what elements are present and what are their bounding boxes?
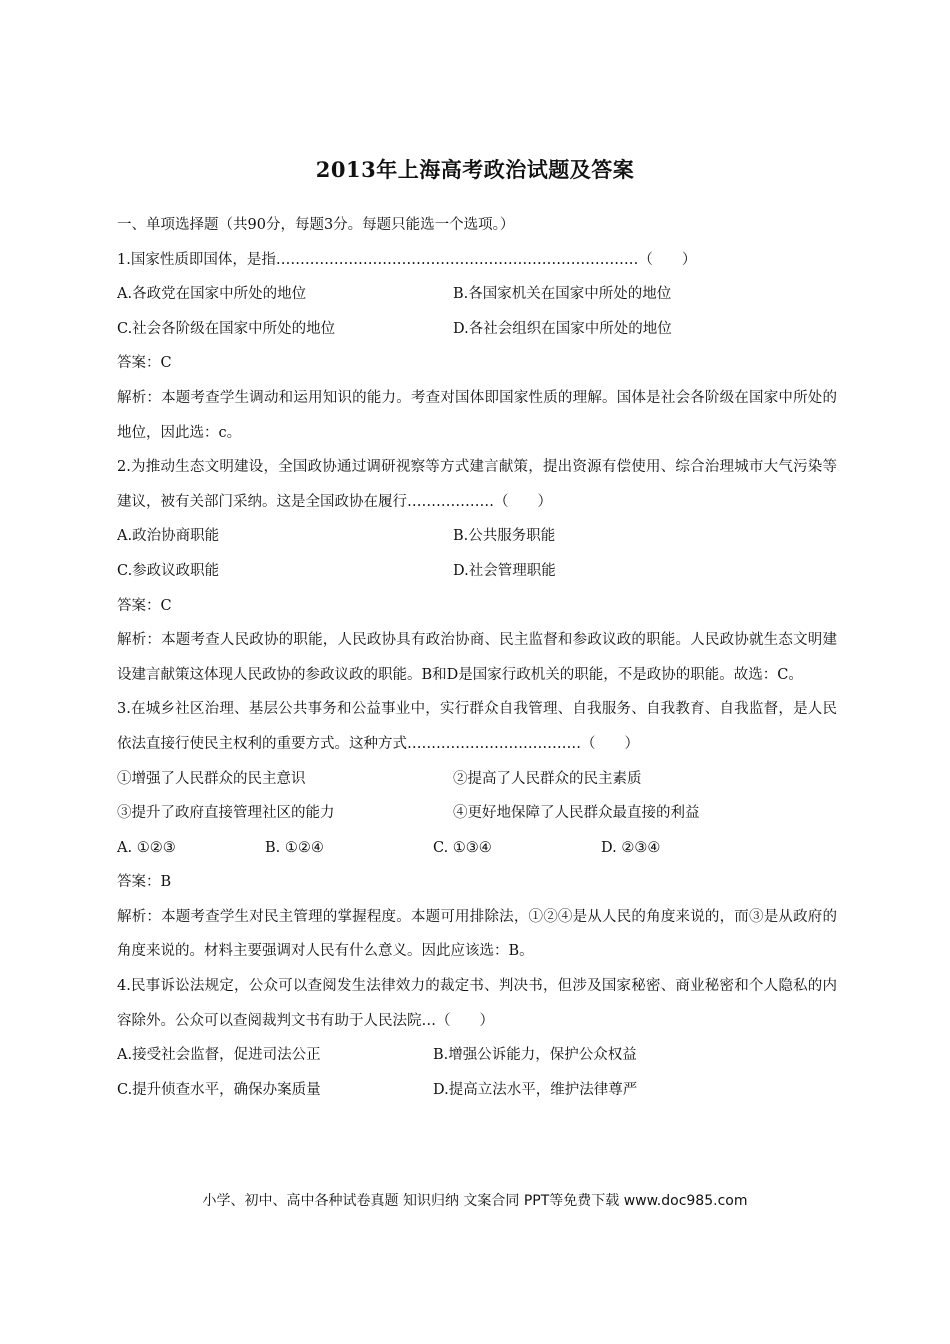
question-3-statement-4: ④更好地保障了人民群众最直接的利益 <box>453 805 700 822</box>
question-1-stem: 1.国家性质即国体，是指…………………………………………………………………（ ） <box>117 251 697 268</box>
question-2-option-a: A.政治协商职能 <box>117 528 220 545</box>
question-3-options-row <box>117 831 837 866</box>
question-2-option-d: D.社会管理职能 <box>453 562 556 579</box>
question-1-option-c: C.社会各阶级在国家中所处的地位 <box>117 320 336 337</box>
question-3-answer: 答案：B <box>117 874 172 891</box>
question-4-stem: 4.民事诉讼法规定，公众可以查阅发生法律效力的裁定书、判决书，但涉及国家秘密、商业秘密和个人隐私的内容除外。公众可以查阅裁判文书有助于人民法院…（ ） <box>117 978 837 1029</box>
document-body <box>117 208 837 1107</box>
question-4-options-row-2 <box>117 1073 837 1108</box>
question-3-statement-3: ③提升了政府直接管理社区的能力 <box>117 805 335 822</box>
question-4-option-a: A.接受社会监督，促进司法公正 <box>117 1047 321 1064</box>
question-1-option-b: B.各国家机关在国家中所处的地位 <box>453 286 672 303</box>
question-1-options-row-2 <box>117 312 837 347</box>
question-2-options-row-1 <box>117 519 837 554</box>
question-2-option-b: B.公共服务职能 <box>453 528 556 545</box>
question-2-stem: 2.为推动生态文明建设，全国政协通过调研视察等方式建言献策，提出资源有偿使用、综合治理城市大气污染等建议，被有关部门采纳。这是全国政协在履行………………（ ） <box>117 459 837 510</box>
question-3-option-c: C. ①③④ <box>433 839 492 856</box>
question-3-statement-2: ②提高了人民群众的民主素质 <box>453 770 642 787</box>
question-3-analysis: 解析：本题考查学生对民主管理的掌握程度。本题可用排除法，①②④是从人民的角度来说的，而③是从政府的角度来说的。材料主要强调对人民有什么意义。因此应该选：B。 <box>117 908 837 960</box>
question-3-stem: 3.在城乡社区治理、基层公共事务和公益事业中，实行群众自我管理、自我服务、自我教育、自我监督，是人民依法直接行使民主权利的重要方式。这种方式………………………………（ ） <box>117 701 837 752</box>
question-1-options-row-1 <box>117 277 837 312</box>
question-3-statements-row-1 <box>117 762 837 797</box>
question-2-analysis: 解析：本题考查人民政协的职能，人民政协具有政治协商、民主监督和参政议政的职能。人民政协就生态文明建设建言献策这体现人民政协的参政议政的职能。B和D是国家行政机关的职能，不是政协的职能。故选：C。 <box>117 632 837 683</box>
document-title: 2013年上海高考政治试题及答案 <box>315 157 635 182</box>
question-2-option-c: C.参政议政职能 <box>117 562 220 579</box>
question-1-option-d: D.各社会组织在国家中所处的地位 <box>453 320 672 337</box>
question-4-option-c: C.提升侦查水平，确保办案质量 <box>117 1081 321 1098</box>
question-3-option-d: D. ②③④ <box>601 839 661 856</box>
question-1-answer: 答案：C <box>117 355 172 372</box>
question-3-option-a: A. ①②③ <box>117 839 176 856</box>
question-4-options-row-1 <box>117 1038 837 1073</box>
question-1-option-a: A.各政党在国家中所处的地位 <box>117 286 307 303</box>
question-3-option-b: B. ①②④ <box>265 839 324 856</box>
question-4-option-d: D.提高立法水平，维护法律尊严 <box>433 1081 638 1098</box>
question-3-statement-1: ①增强了人民群众的民主意识 <box>117 770 306 787</box>
question-1-analysis: 解析：本题考查学生调动和运用知识的能力。考查对国体即国家性质的理解。国体是社会各阶级在国家中所处的地位，因此选：c。 <box>117 389 837 441</box>
page-footer: 小学、初中、高中各种试卷真题 知识归纳 文案合同 PPT等免费下载 www.doc985.com <box>202 1193 748 1209</box>
question-2-answer: 答案：C <box>117 597 172 614</box>
section-heading: 一、单项选择题（共90分，每题3分。每题只能选一个选项。） <box>117 217 515 233</box>
question-4-option-b: B.增强公诉能力，保护公众权益 <box>433 1047 637 1064</box>
question-3-statements-row-2 <box>117 796 837 831</box>
question-2-options-row-2 <box>117 554 837 589</box>
